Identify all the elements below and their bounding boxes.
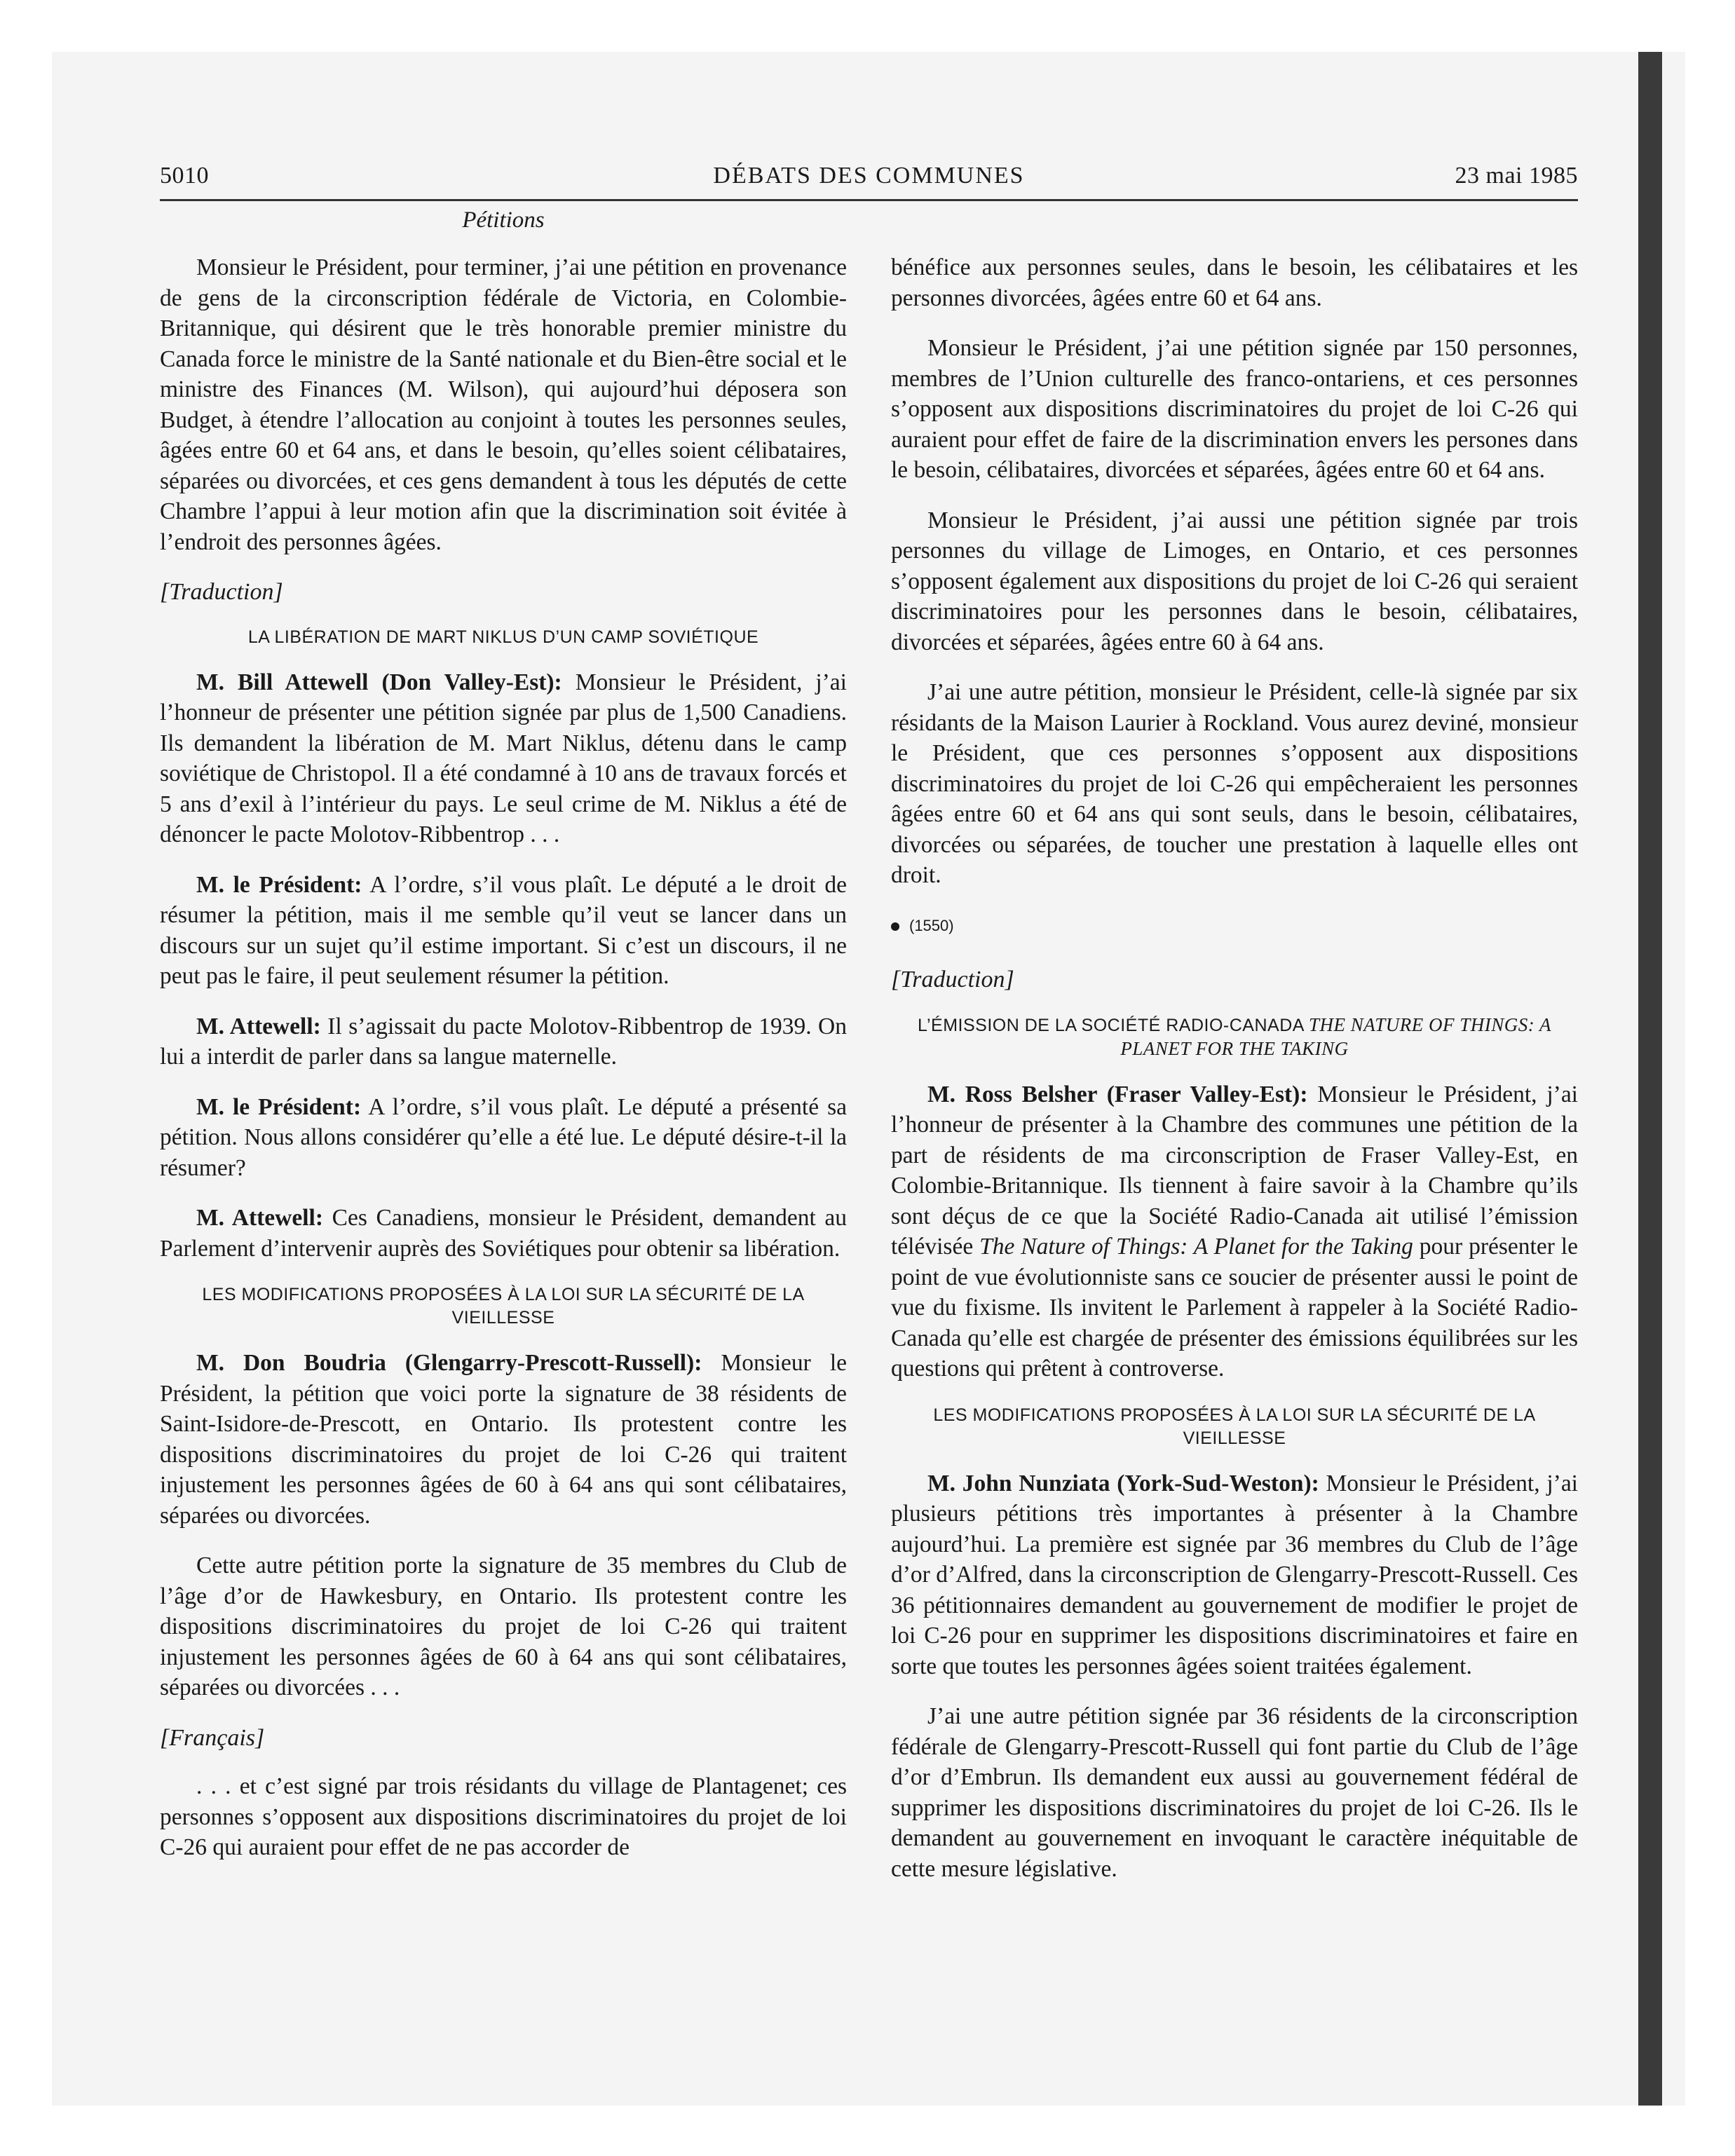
speech-text: Monsieur le Président, j’ai l’honneur de présenter à la Chambre des communes une pétition de la part de résidents de ma circonscription de Fraser Valley-Est, en Colombie-Britannique. Ils tiennent à faire savoir à la Chambre qu’ils sont déçus de ce que la Société Radio-Canada ait utilisé l’émission télévisée [891,1081,1578,1260]
time-marker [891,910,1578,941]
subject-heading: LES MODIFICATIONS PROPOSÉES À LA LOI SUR LA SÉCURITÉ DE LA VIEILLESSE [933,1405,1536,1448]
speech-text: Il s’agissait du pacte Molotov-Ribbentrop de 1939. On lui a interdit de parler dans sa langue maternelle. [160,1013,847,1070]
left-column [160,252,847,1883]
speaker-name: M. Ross Belsher (Fraser Valley-Est): [927,1081,1308,1107]
right-column [891,252,1578,1904]
bullet-icon [891,922,899,931]
paragraph: Monsieur le Président, j’ai une pétition signée par 150 personnes, membres de l’Union culturelle des franco-ontariens, et ces personnes s’opposent aux dispositions discriminatoires du projet de loi C-26 qui auraient pour effet de faire de la discrimination envers les persones dans le besoin, célibataires, divorcées et séparées, âgées entre 60 et 64 ans. [891,335,1578,483]
paragraph: Monsieur le Président, pour terminer, j’ai une pétition en provenance de gens de la circonscription fédérale de Victoria, en Colombie-Britannique, qui désirent que le très honorable premier ministre du Canada force le ministre de la Santé nationale et du Bien-être social et le ministre des Finances (M. Wilson), qui aujourd’hui déposera son Budget, à étendre l’allocation au conjoint à toutes les personnes seules, âgées entre 60 et 64 ans, et dans le besoin, qu’elles soient célibataires, séparées ou divorcées, et ces gens demandent à tous les députés de cette Chambre l’appui à leur motion afin que la discrimination soit évitée à l’endroit des personnes âgées. [160,254,847,555]
subject-heading [891,1014,1578,1061]
program-title: The Nature of Things: A Planet for the Taking [979,1234,1413,1260]
issue-date: 23 mai 1985 [1455,163,1578,189]
speech-text: A l’ordre, s’il vous plaît. Le député a le droit de résumer la pétition, mais il me semble qu’il veut se lancer dans un discours sur un sujet qu’il estime important. Si c’est un discours, il ne peut pas le faire, il peut seulement résumer la pétition. [160,871,847,989]
paragraph: . . . et c’est signé par trois résidants du village de Plantagenet; ces personnes s’opposent aux dispositions discriminatoires du projet de loi C-26 qui auraient pour effet de ne pas accorder de [160,1773,847,1860]
language-note: [Traduction] [160,579,283,605]
speech [160,667,847,850]
time-marker-text: (1550) [909,916,954,934]
section-heading: Pétitions [462,207,545,233]
speech [160,1348,847,1531]
speaker-name: M. John Nunziata (York-Sud-Weston): [927,1470,1319,1496]
speaker-name: M. Attewell: [196,1205,323,1231]
speech-text: Monsieur le Président, la pétition que voici porte la signature de 38 résidents de Saint-Isidore-de-Prescott, en Ontario. Ils protestent contre les dispositions discriminatoires du projet de loi C-26 qui traitent injustement les personnes âgées de 60 à 64 ans qui sont célibataires, séparées ou divorcées. [160,1350,847,1529]
subject-heading: LES MODIFICATIONS PROPOSÉES À LA LOI SUR LA SÉCURITÉ DE LA VIEILLESSE [202,1285,805,1328]
speaker-name: M. Bill Attewell (Don Valley-Est): [196,669,562,695]
speaker-name: M. le Président: [196,871,362,898]
language-note: [Français] [160,1724,265,1751]
page-header [160,158,1578,201]
paragraph: J’ai une autre pétition, monsieur le Président, celle-là signée par six résidants de la Maison Laurier à Rockland. Vous aurez deviné, monsieur le Président, que ces personnes s’opposent aux dispositions discriminatoires du projet de loi C-26 qui empêcheraient les personnes âgées entre 60 et 64 ans qui sont seuls, dans le besoin, célibataires, divorcées ou séparées, de toucher une prestation à laquelle elles ont droit. [891,679,1578,888]
speech [160,1203,847,1264]
program-title: THE NATURE OF THINGS: A PLANET FOR THE TAKING [1120,1014,1552,1059]
subject-heading-text: L’ÉMISSION DE LA SOCIÉTÉ RADIO-CANADA [917,1015,1309,1035]
speech-text: Ces Canadiens, monsieur le Président, demandent au Parlement d’intervenir auprès des Soviétiques pour obtenir sa libération. [160,1205,847,1262]
paragraph: bénéfice aux personnes seules, dans le besoin, les célibataires et les personnes divorcées, âgées entre 60 et 64 ans. [891,254,1578,311]
speech [891,1468,1578,1682]
speaker-name: M. Don Boudria (Glengarry-Prescott-Russell): [196,1350,702,1376]
speech [160,870,847,992]
speech-text: pour présenter le point de vue évolutionniste sans ce soucier de présenter aussi le point de vue du fixisme. Ils invitent le Parlement à rappeler à la Société Radio-Canada qu’elle est chargée de présenter des émissions équilibrées sur les questions qui prêtent à controverse. [891,1234,1578,1381]
speech-text: Monsieur le Président, j’ai l’honneur de présenter une pétition signée par plus de 1,500 Canadiens. Ils demandent la libération de M. Mart Niklus, détenu dans le camp soviétique de Christopol. Il a été condamné à 10 ans de travaux forcés et 5 ans d’exil à l’intérieur du pays. Le seul crime de M. Niklus a été de dénoncer le pacte Molotov-Ribbentrop . . . [160,669,847,847]
subject-heading: LA LIBÉRATION DE MART NIKLUS D’UN CAMP SOVIÉTIQUE [247,627,759,647]
speech [891,1079,1578,1384]
speech-text: Monsieur le Président, j’ai plusieurs pétitions très importantes à présenter à la Chambre aujourd’hui. La première est signée par 36 membres du Club de l’âge d’or d’Alfred, dans la circonscription de Glengarry-Prescott-Russell. Ces 36 pétitionnaires demandent au gouvernement de modifier le projet de loi C-26 pour en supprimer les dispositions discriminatoires et faire en sorte que toutes les personnes âgées soient traitées également. [891,1470,1578,1679]
language-note: [Traduction] [891,967,1014,992]
page-number: 5010 [160,163,209,189]
speech [160,1092,847,1184]
paragraph: Cette autre pétition porte la signature de 35 membres du Club de l’âge d’or de Hawkesbury, en Ontario. Ils protestent contre les dispositions discriminatoires du projet de loi C-26 qui traitent injustement les personnes âgées de 60 à 64 ans qui sont célibataires, séparées ou divorcées . . . [160,1553,847,1700]
speech-text: A l’ordre, s’il vous plaît. Le député a présenté sa pétition. Nous allons considérer qu’elle a été lue. Le député désire-t-il la résumer? [160,1093,847,1181]
paragraph: J’ai une autre pétition signée par 36 résidents de la circonscription fédérale de Glengarry-Prescott-Russell qui font partie du Club de l’âge d’or d’Embrun. Ils demandent eux aussi au gouvernement fédéral de supprimer les dispositions discriminatoires du projet de loi C-26. Ils le demandent au gouvernement en invoquant le caractère inéquitable de cette mesure législative. [891,1703,1578,1882]
speech [160,1011,847,1072]
paragraph: Monsieur le Président, j’ai aussi une pétition signée par trois personnes du village de Limoges, en Ontario, et ces personnes s’opposent également aux dispositions du projet de loi C-26 qui seraient discriminatoires pour les personnes dans le besoin, célibataires, divorcées et séparées, âgées entre 60 à 64 ans. [891,507,1578,655]
speaker-name: M. le Président: [196,1093,362,1120]
publication-title: DÉBATS DES COMMUNES [713,163,1025,189]
speaker-name: M. Attewell: [196,1013,321,1039]
scan-edge-bar [1638,52,1662,2106]
